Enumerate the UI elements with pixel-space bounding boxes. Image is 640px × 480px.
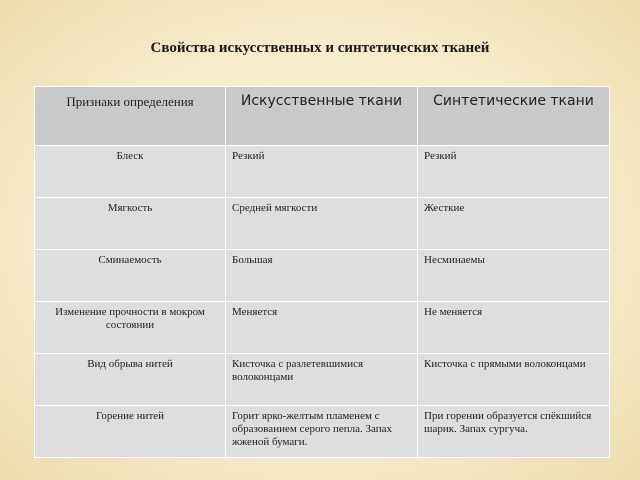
artificial-cell: Средней мягкости	[226, 198, 418, 250]
table-row	[35, 354, 610, 406]
criteria-cell: Мягкость	[35, 198, 226, 250]
artificial-cell: Резкий	[226, 146, 418, 198]
synthetic-cell: Жесткие	[418, 198, 610, 250]
page-title: Свойства искусственных и синтетических тканей	[150, 40, 490, 56]
criteria-cell: Сминаемость	[35, 250, 226, 302]
table-header-row	[35, 87, 610, 146]
artificial-cell: Большая	[226, 250, 418, 302]
criteria-cell: Вид обрыва нитей	[35, 354, 226, 406]
synthetic-cell: Не меняется	[418, 302, 610, 354]
column-header-criteria: Признаки определения	[35, 87, 226, 146]
table-row	[35, 302, 610, 354]
synthetic-cell: Несминаемы	[418, 250, 610, 302]
table-row	[35, 406, 610, 458]
criteria-cell: Изменение прочности в мокром состоянии	[35, 302, 226, 354]
criteria-cell: Блеск	[35, 146, 226, 198]
table-row	[35, 250, 610, 302]
artificial-cell: Горит ярко-желтым пламенем с образованием серого пепла. Запах жженой бумаги.	[226, 406, 418, 458]
column-header-synthetic: Синтетические ткани	[418, 87, 610, 146]
synthetic-cell: Кисточка с прямыми волоконцами	[418, 354, 610, 406]
table-row	[35, 146, 610, 198]
properties-table	[34, 86, 610, 458]
table-row	[35, 198, 610, 250]
criteria-cell: Горение нитей	[35, 406, 226, 458]
synthetic-cell: При горении образуется спёкшийся шарик. Запах сургуча.	[418, 406, 610, 458]
artificial-cell: Кисточка с разлетевшимися волоконцами	[226, 354, 418, 406]
column-header-artificial: Искусственные ткани	[226, 87, 418, 146]
artificial-cell: Меняется	[226, 302, 418, 354]
synthetic-cell: Резкий	[418, 146, 610, 198]
